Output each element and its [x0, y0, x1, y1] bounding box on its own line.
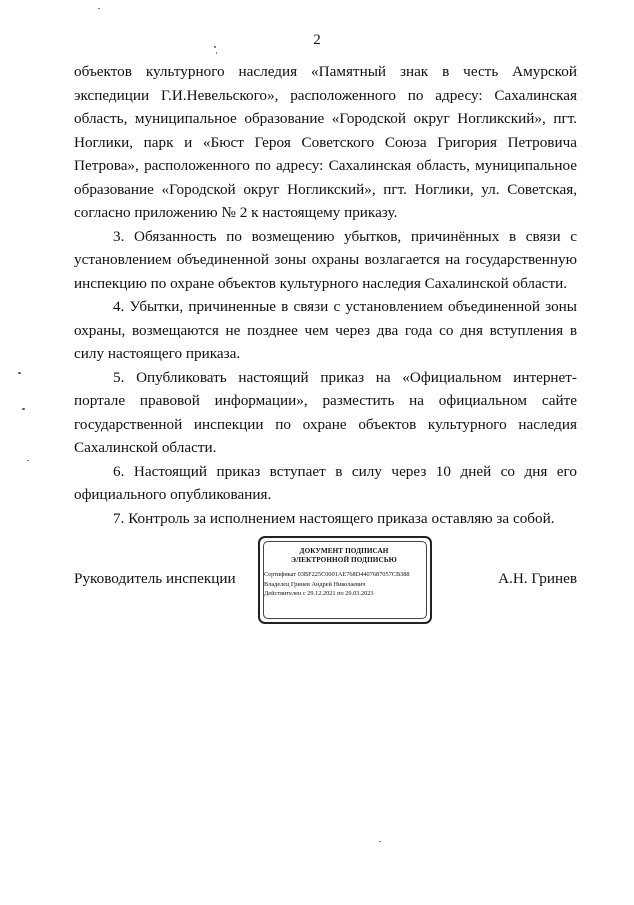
paragraph-4: 4. Убытки, причиненные в связи с установлением объединенной зоны охраны, возмещаются не позднее чем через два года со дня вступления в силу настоящего приказа.	[74, 298, 577, 362]
signer-name: А.Н. Гринев	[498, 570, 577, 587]
scan-speck	[216, 52, 217, 54]
scan-speck	[27, 460, 29, 461]
electronic-signature-stamp	[258, 536, 432, 624]
paragraph-7: 7. Контроль за исполнением настоящего приказа оставляю за собой.	[113, 509, 555, 527]
signature-block	[74, 536, 577, 628]
document-body	[74, 60, 577, 530]
stamp-certificate: Сертификат 03BF225C0001AE768D4407687057CB388	[264, 571, 410, 578]
scan-speck	[214, 46, 216, 48]
page-number: 2	[313, 32, 321, 48]
scan-speck	[22, 408, 25, 410]
stamp-heading-1: ДОКУМЕНТ ПОДПИСАН	[299, 547, 389, 555]
signer-title: Руководитель инспекции	[74, 570, 236, 587]
scan-speck	[18, 372, 21, 374]
stamp-owner: Владелец Гринев Андрей Николаевич	[264, 580, 366, 588]
paragraph-6: 6. Настоящий приказ вступает в силу через 10 дней со дня его официального опубликования.	[74, 462, 577, 503]
paragraph-3: 3. Обязанность по возмещению убытков, причинённых в связи с установлением объединенной зоны охраны возлагается на государственную инспекцию по охране объектов культурного наследия Сахалинской области.	[74, 227, 577, 292]
stamp-heading-2: ЭЛЕКТРОННОЙ ПОДПИСЬЮ	[291, 556, 397, 564]
paragraph-continuation: объектов культурного наследия «Памятный знак в честь Амурской экспедиции Г.И.Невельского», расположенного по адресу: Сахалинская область, муниципальное образование «Городской округ Ногликский», пгт. Ноглики, парк и «Бюст Героя Советского Союза Григория Петровича Петрова», расположенного по адресу: Сахалинская область, муниципальное образование «Городской округ Ногликский», пгт. Ноглики, ул. Советская, согласно приложению № 2 к настоящему приказу.	[74, 63, 577, 221]
scan-speck	[98, 8, 100, 9]
stamp-validity: Действителен с 29.12.2021 по 29.03.2023	[264, 590, 374, 597]
scan-speck	[379, 841, 381, 842]
paragraph-5: 5. Опубликовать настоящий приказ на «Официальном интернет-портале правовой информации», разместить на официальном сайте государственной инспекции по охране объектов культурного наследия Сахалинской области.	[74, 368, 577, 456]
